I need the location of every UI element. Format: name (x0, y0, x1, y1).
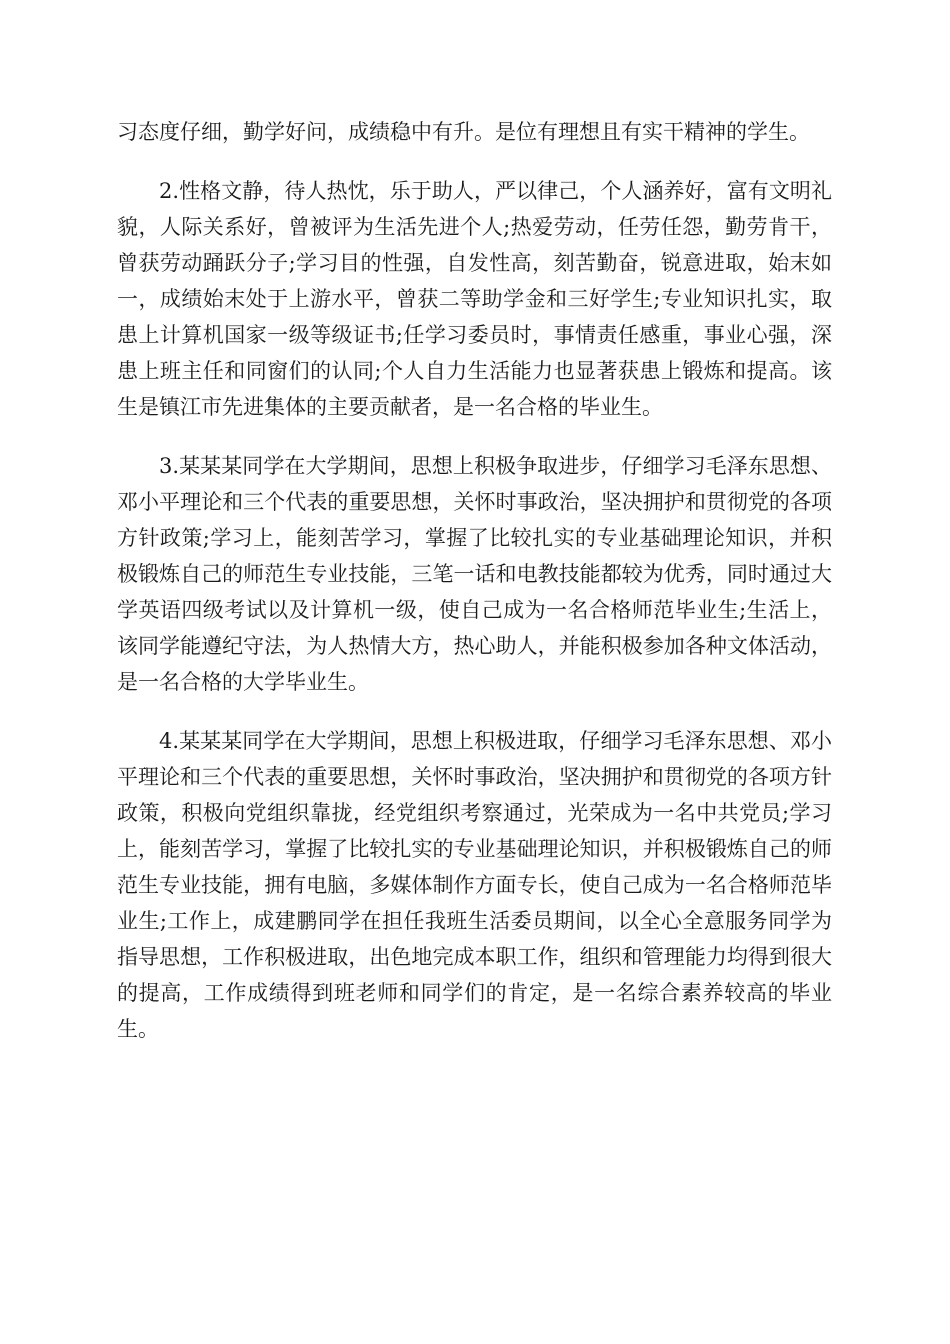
document-page (117, 114, 832, 1070)
paragraph-item-2: 2.性格文静，待人热忱，乐于助人，严以律己，个人涵养好，富有文明礼貌，人际关系好，曾被评为生活先进个人;热爱劳动，任劳任怨，勤劳肯干，曾获劳动踊跃分子;学习目的性强，自发性高，刻苦勤奋，锐意进取，始末如一，成绩始末处于上游水平，曾获二等助学金和三好学生;专业知识扎实，取患上计算机国家一级等级证书;任学习委员时，事情责任感重，事业心强，深患上班主任和同窗们的认同;个人自力生活能力也显著获患上锻炼和提高。该生是镇江市先进集体的主要贡献者，是一名合格的毕业生。 (117, 179, 832, 419)
paragraph-item-3: 3.某某某同学在大学期间，思想上积极争取进步，仔细学习毛泽东思想、邓小平理论和三个代表的重要思想，关怀时事政治，坚决拥护和贯彻党的各项方针政策;学习上，能刻苦学习，掌握了比较扎实的专业基础理论知识，并积极锻炼自己的师范生专业技能，三笔一话和电教技能都较为优秀，同时通过大学英语四级考试以及计算机一级，使自己成为一名合格师范毕业生;生活上，该同学能遵纪守法，为人热情大方，热心助人，并能积极参加各种文体活动，是一名合格的大学毕业生。 (117, 454, 832, 694)
paragraph-item-4: 4.某某某同学在大学期间，思想上积极进取，仔细学习毛泽东思想、邓小平理论和三个代表的重要思想，关怀时事政治，坚决拥护和贯彻党的各项方针政策，积极向党组织靠拢，经党组织考察通过，光荣成为一名中共党员;学习上，能刻苦学习，掌握了比较扎实的专业基础理论知识，并积极锻炼自己的师范生专业技能，拥有电脑，多媒体制作方面专长，使自己成为一名合格师范毕业生;工作上，成建鹏同学在担任我班生活委员期间，以全心全意服务同学为指导思想，工作积极进取，出色地完成本职工作，组织和管理能力均得到很大的提高，工作成绩得到班老师和同学们的肯定，是一名综合素养较高的毕业生。 (117, 729, 832, 1041)
paragraph-continuation: 习态度仔细，勤学好问，成绩稳中有升。是位有理想且有实干精神的学生。 (117, 120, 810, 144)
